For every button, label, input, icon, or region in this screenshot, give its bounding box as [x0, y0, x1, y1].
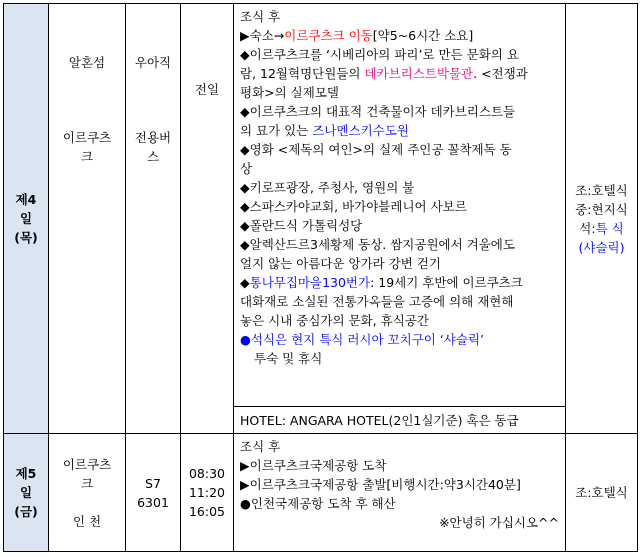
day4-label: 제4 일 (목) — [4, 4, 49, 434]
day4-transport — [126, 4, 181, 434]
day4-desc-line: ▶숙소→이르쿠츠크 이동[약5~6시간 소요] — [240, 28, 474, 43]
day5-desc-line: ▶이르쿠츠크국제공항 도착 — [240, 458, 387, 473]
day5-row — [4, 434, 638, 552]
day4-place-alkhon: 알혼섬 — [68, 55, 106, 70]
day5-label: 제5 일 (금) — [4, 434, 49, 552]
day5-desc-line: 조식 후 — [240, 439, 281, 454]
day5-place-irkutsk: 이르쿠츠 크 — [62, 456, 112, 491]
day4-description — [234, 4, 566, 407]
day4-desc-line: ●석식은 현지 특식 러시아 꼬치구이 ‘샤슬릭’ — [240, 332, 484, 347]
day4-desc-line: ◆이르쿠츠크를 ‘시베리아의 파리’로 만든 문화의 요 — [240, 47, 519, 62]
day5-desc-line: ●인천국제공항 도착 후 해산 — [240, 496, 396, 511]
day4-desc-line: ◆알렉산드르3세황제 동상. 쌈지공원에서 겨울에도 — [240, 237, 515, 252]
day4-desc-line: ◆영화 <제독의 여인>의 실제 주인공 꼴착제독 동 — [240, 142, 512, 157]
day4-meal-line: (샤슬릭) — [578, 239, 625, 255]
day4-desc-line: ◆폴란드식 가톨릭성당 — [240, 218, 363, 233]
day4-desc-line: 람, 12월혁명단원들의 데카브리스트박물관. <전쟁과 — [240, 66, 528, 81]
day4-transport-bus: 전용버 스 — [134, 130, 172, 164]
itinerary-table — [3, 3, 638, 552]
day4-meal-line: 조:호텔식 — [575, 182, 628, 198]
day5-flight: S7 6301 — [126, 434, 181, 552]
day4-desc-line: ◆이르쿠츠크의 대표적 건축물이자 데카브리스트들 — [240, 104, 516, 119]
day4-desc-line: 놓은 시내 중심가의 문화, 휴식공간 — [240, 313, 429, 328]
day4-desc-line: ◆키로프광장, 주청사, 영원의 불 — [240, 180, 415, 195]
day4-desc-line: 조식 후 — [240, 9, 281, 24]
day4-desc-line: 상 — [240, 161, 253, 176]
day4-places — [49, 4, 126, 434]
day4-row — [4, 4, 638, 407]
day4-desc-line: 의 묘가 있는 즈나멘스키수도원 — [240, 123, 409, 138]
day4-desc-line: 평화>의 실제모델 — [240, 85, 339, 100]
day4-meal-line: 중:현지식 — [575, 201, 628, 217]
day5-description — [234, 434, 566, 552]
day4-desc-line: 투숙 및 휴식 — [254, 351, 323, 366]
day4-hotel: HOTEL: ANGARA HOTEL(2인1실기준) 혹은 동급 — [234, 407, 566, 434]
day5-place-incheon: 인 천 — [72, 513, 102, 529]
day5-times: 08:30 11:20 16:05 — [181, 434, 234, 552]
day4-desc-line: 대화재로 소실된 전통가옥들을 고증에 의해 재현해 — [240, 294, 514, 309]
day5-meals: 조:호텔식 — [566, 434, 638, 552]
day4-transport-uaz: 우아직 — [134, 55, 172, 70]
day4-time: 전일 — [181, 4, 234, 434]
day4-desc-line: 얼지 않는 아름다운 앙가라 강변 걷기 — [240, 256, 441, 271]
day5-desc-line: ※안녕히 가십시오^^ — [439, 515, 559, 530]
day4-meal-line: 석:특 식 — [579, 220, 624, 236]
day4-desc-line: ◆통나무집마을130번가: 19세기 후반에 이르쿠츠크 — [240, 275, 523, 290]
day4-meals — [566, 4, 638, 434]
day5-places — [49, 434, 126, 552]
day5-desc-line: ▶이르쿠츠크국제공항 출발[비행시간:약3시간40분] — [240, 477, 521, 492]
day4-desc-line: ◆스파스카야교회, 바가야블레니어 사보르 — [240, 199, 467, 214]
day4-place-irkutsk: 이르쿠츠 크 — [62, 130, 112, 164]
